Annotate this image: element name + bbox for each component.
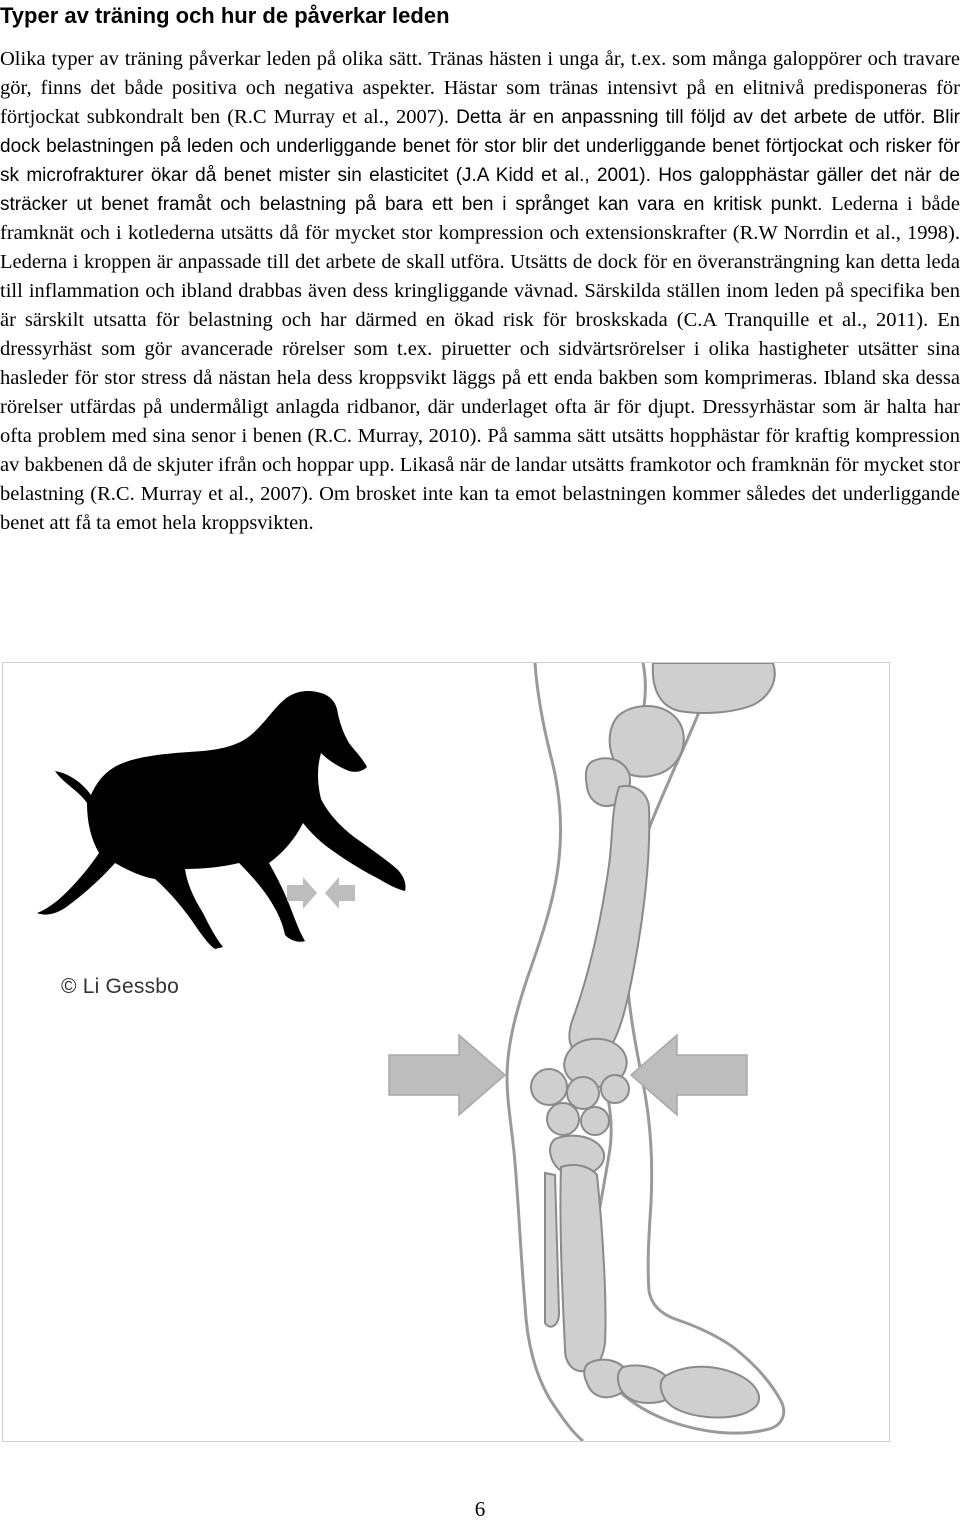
body-paragraph bbox=[0, 45, 960, 538]
paragraph-part-3: Lederna i både framknät och i kotlederna utsätts då för mycket stor kompression och extensionskrafter (R.W Norrdin et al., 1998). Lederna i kroppen är anpassade till det arbete de skall utföra. Utsätts de dock för en överansträngning kan detta leda till inflammation och ibland drabbas även dess kringliggande vävnad. Särskilda ställen inom leden på specifika ben är särskilt utsatta för belastning och har därmed en ökad risk för broskskada (C.A Tranquille et al., 2011). En dressyrhäst som gör avancerade rörelser som t.ex. piruetter och sidvärtsrörelser i olika hastigheter utsätter sina hasleder för stor stress då nästan hela dess kroppsvikt läggs på ett enda bakben som komprimeras. Ibland ska dessa rörelser utfärdas på undermåligt anlagda ridbanor, där underlaget ofta är för djupt. Dressyrhästar som är halta har ofta problem med sina senor i benen (R.C. Murray, 2010). På samma sätt utsätts hopphästar för kraftig kompression av bakbenen då de skjuter ifrån och hoppar upp. Likaså när de landar utsätts framkotor och framknän för mycket stor belastning (R.C. Murray et al., 2007). Om brosket inte kan ta emot belastningen kommer således det underliggande benet att få ta emot hela kroppsvikten. bbox=[0, 193, 960, 534]
figure-illustration bbox=[3, 663, 889, 1441]
horse-leg-figure bbox=[2, 662, 890, 1442]
paragraph-part-1: Olika typer av träning påverkar leden på olika sätt. Tränas hästen i unga år, t.ex. som många galoppörer och travare gör, finns det både positiva och negativa aspekter. Hästar som tränas intensivt på en elitnivå predisponeras för förtjockat subkondralt ben (R.C Murray et al., 2007). bbox=[0, 48, 960, 128]
section-heading: Typer av träning och hur de påverkar leden bbox=[0, 3, 450, 28]
horse-silhouette bbox=[37, 691, 406, 949]
figure-credit: © Li Gessbo bbox=[61, 975, 180, 998]
horse-arrows bbox=[287, 877, 355, 909]
page-number: 6 bbox=[474, 1497, 486, 1521]
paragraph-part-2: Detta är en anpassning till följd av det arbete de utför. Blir dock belastningen på leden och underliggande benet för stor blir det underliggande benet förtjockat och risker för sk microfrakturer ökar då benet mister sin elasticitet (J.A Kidd et al., 2001). Hos galopphästar gäller det när de sträcker ut benet framåt och belastning på bara ett ben i språnget kan vara en kritisk punkt. bbox=[0, 107, 960, 215]
